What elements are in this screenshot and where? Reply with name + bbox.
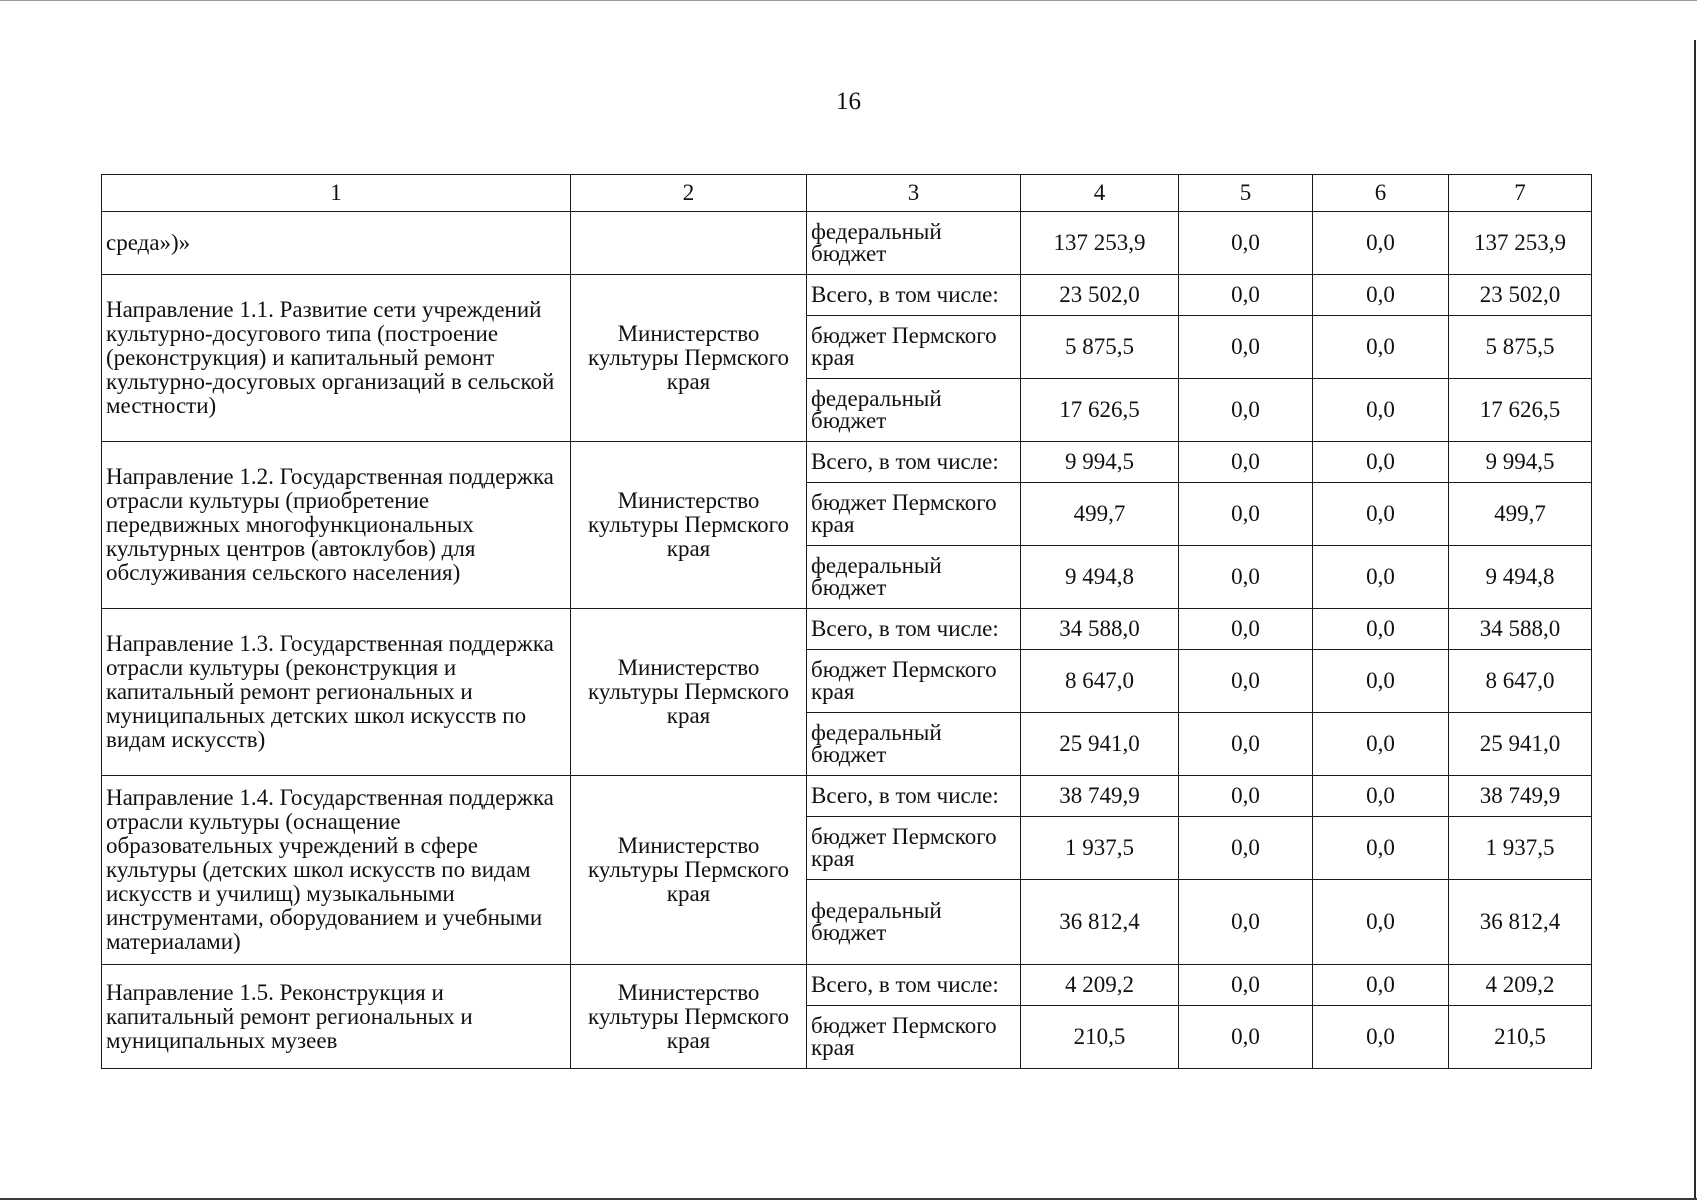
funding-source: Всего, в том числе: (807, 776, 1021, 817)
value-col-4: 34 588,0 (1021, 609, 1179, 650)
executor-cell: Министерство культуры Пермского края (571, 275, 807, 442)
direction-name: среда»)» (102, 212, 571, 275)
executor-cell (571, 212, 807, 275)
value-col-4: 5 875,5 (1021, 316, 1179, 379)
value-col-5: 0,0 (1179, 316, 1313, 379)
value-col-6: 0,0 (1313, 483, 1449, 546)
header-row (102, 175, 1592, 212)
value-col-4: 8 647,0 (1021, 650, 1179, 713)
executor-cell: Министерство культуры Пермского края (571, 776, 807, 965)
funding-source: бюджет Пермского края (807, 650, 1021, 713)
direction-name: Направление 1.4. Государственная поддержка отрасли культуры (оснащение образовательных учреждений в сфере культуры (детских школ искусств по видам искусств и училищ) музыкальными инструментами, оборудованием и учебными материалами) (102, 776, 571, 965)
value-col-7: 23 502,0 (1449, 275, 1592, 316)
funding-source: федеральный бюджет (807, 880, 1021, 965)
funding-source: бюджет Пермского края (807, 316, 1021, 379)
funding-source: бюджет Пермского края (807, 1006, 1021, 1069)
direction-name: Направление 1.1. Развитие сети учреждений культурно-досугового типа (построение (реконструкция) и капитальный ремонт культурно-досуговых организаций в сельской местности) (102, 275, 571, 442)
value-col-5: 0,0 (1179, 546, 1313, 609)
value-col-5: 0,0 (1179, 442, 1313, 483)
value-col-5: 0,0 (1179, 713, 1313, 776)
value-col-6: 0,0 (1313, 609, 1449, 650)
value-col-6: 0,0 (1313, 212, 1449, 275)
value-col-7: 8 647,0 (1449, 650, 1592, 713)
value-col-4: 1 937,5 (1021, 817, 1179, 880)
value-col-4: 210,5 (1021, 1006, 1179, 1069)
value-col-6: 0,0 (1313, 1006, 1449, 1069)
direction-name: Направление 1.5. Реконструкция и капитальный ремонт региональных и муниципальных музеев (102, 965, 571, 1069)
value-col-4: 9 494,8 (1021, 546, 1179, 609)
value-col-5: 0,0 (1179, 817, 1313, 880)
column-header-2: 2 (571, 175, 807, 212)
funding-source: Всего, в том числе: (807, 965, 1021, 1006)
funding-source: федеральный бюджет (807, 546, 1021, 609)
value-col-6: 0,0 (1313, 316, 1449, 379)
value-col-6: 0,0 (1313, 965, 1449, 1006)
value-col-7: 25 941,0 (1449, 713, 1592, 776)
value-col-6: 0,0 (1313, 817, 1449, 880)
value-col-7: 210,5 (1449, 1006, 1592, 1069)
value-col-7: 9 494,8 (1449, 546, 1592, 609)
table-row (102, 275, 1592, 316)
funding-source: Всего, в том числе: (807, 275, 1021, 316)
value-col-6: 0,0 (1313, 713, 1449, 776)
value-col-4: 9 994,5 (1021, 442, 1179, 483)
executor-cell: Министерство культуры Пермского края (571, 609, 807, 776)
funding-source: федеральный бюджет (807, 212, 1021, 275)
scan-edge-right (1694, 40, 1696, 1200)
funding-source: бюджет Пермского края (807, 817, 1021, 880)
executor-cell: Министерство культуры Пермского края (571, 442, 807, 609)
value-col-6: 0,0 (1313, 275, 1449, 316)
value-col-4: 38 749,9 (1021, 776, 1179, 817)
table-row (102, 965, 1592, 1006)
value-col-6: 0,0 (1313, 880, 1449, 965)
value-col-5: 0,0 (1179, 275, 1313, 316)
value-col-6: 0,0 (1313, 442, 1449, 483)
funding-source: федеральный бюджет (807, 713, 1021, 776)
value-col-7: 5 875,5 (1449, 316, 1592, 379)
table-row (102, 212, 1592, 275)
value-col-6: 0,0 (1313, 546, 1449, 609)
value-col-7: 9 994,5 (1449, 442, 1592, 483)
value-col-5: 0,0 (1179, 776, 1313, 817)
value-col-7: 499,7 (1449, 483, 1592, 546)
value-col-7: 4 209,2 (1449, 965, 1592, 1006)
value-col-6: 0,0 (1313, 650, 1449, 713)
value-col-4: 4 209,2 (1021, 965, 1179, 1006)
executor-cell: Министерство культуры Пермского края (571, 965, 807, 1069)
value-col-5: 0,0 (1179, 1006, 1313, 1069)
direction-name: Направление 1.3. Государственная поддержка отрасли культуры (реконструкция и капитальный ремонт региональных и муниципальных детских школ искусств по видам искусств) (102, 609, 571, 776)
value-col-5: 0,0 (1179, 212, 1313, 275)
value-col-7: 17 626,5 (1449, 379, 1592, 442)
scan-edge-top (0, 0, 1697, 1)
value-col-5: 0,0 (1179, 483, 1313, 546)
value-col-6: 0,0 (1313, 776, 1449, 817)
column-header-3: 3 (807, 175, 1021, 212)
column-header-4: 4 (1021, 175, 1179, 212)
value-col-7: 38 749,9 (1449, 776, 1592, 817)
value-col-5: 0,0 (1179, 609, 1313, 650)
column-header-7: 7 (1449, 175, 1592, 212)
value-col-4: 499,7 (1021, 483, 1179, 546)
budget-table (101, 174, 1592, 1069)
page-number: 16 (836, 88, 861, 115)
value-col-4: 17 626,5 (1021, 379, 1179, 442)
value-col-7: 34 588,0 (1449, 609, 1592, 650)
value-col-4: 36 812,4 (1021, 880, 1179, 965)
table-row (102, 776, 1592, 817)
column-header-5: 5 (1179, 175, 1313, 212)
value-col-4: 25 941,0 (1021, 713, 1179, 776)
value-col-7: 137 253,9 (1449, 212, 1592, 275)
value-col-7: 1 937,5 (1449, 817, 1592, 880)
funding-source: федеральный бюджет (807, 379, 1021, 442)
table-row (102, 609, 1592, 650)
funding-source: Всего, в том числе: (807, 609, 1021, 650)
value-col-5: 0,0 (1179, 965, 1313, 1006)
column-header-6: 6 (1313, 175, 1449, 212)
funding-source: Всего, в том числе: (807, 442, 1021, 483)
direction-name: Направление 1.2. Государственная поддержка отрасли культуры (приобретение передвижных многофункциональных культурных центров (автоклубов) для обслуживания сельского населения) (102, 442, 571, 609)
table-row (102, 442, 1592, 483)
funding-source: бюджет Пермского края (807, 483, 1021, 546)
value-col-4: 23 502,0 (1021, 275, 1179, 316)
column-header-1: 1 (102, 175, 571, 212)
value-col-4: 137 253,9 (1021, 212, 1179, 275)
value-col-5: 0,0 (1179, 880, 1313, 965)
value-col-5: 0,0 (1179, 650, 1313, 713)
value-col-5: 0,0 (1179, 379, 1313, 442)
value-col-7: 36 812,4 (1449, 880, 1592, 965)
value-col-6: 0,0 (1313, 379, 1449, 442)
